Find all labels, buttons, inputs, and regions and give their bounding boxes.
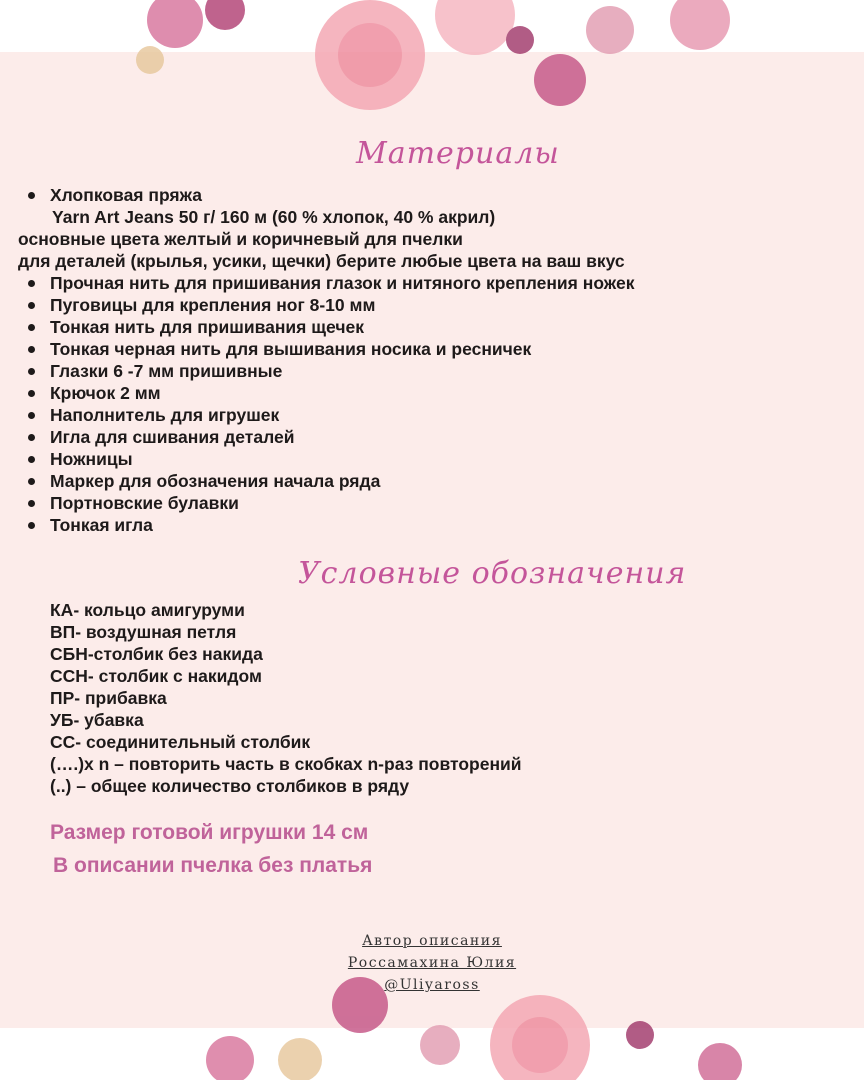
- legend-list: [0, 599, 522, 797]
- toy-size-note: Размер готовой игрушки 14 см: [50, 821, 369, 844]
- list-item: Тонкая нить для пришивания щечек: [0, 316, 634, 338]
- legend-item: (..) – общее количество столбиков в ряду: [50, 776, 410, 796]
- list-item: Прочная нить для пришивания глазок и нитяного крепления ножек: [0, 272, 634, 294]
- legend-item: ВП- воздушная петля: [50, 622, 237, 642]
- legend-item: КА- кольцо амигуруми: [50, 600, 245, 620]
- legend-item: СБН-столбик без накида: [50, 644, 263, 664]
- list-item: Тонкая игла: [0, 514, 634, 536]
- list-item: Хлопковая пряжа: [0, 184, 634, 206]
- list-item: Yarn Art Jeans 50 г/ 160 м (60 % хлопок, 40 % акрил): [52, 207, 496, 227]
- legend-item: СС- соединительный столбик: [50, 732, 311, 752]
- legend-item: (….)х n – повторить часть в скобках n-раз повторений: [50, 754, 522, 774]
- author-name: Россамахина Юлия: [347, 955, 517, 971]
- description-note: В описании пчелка без платья: [53, 854, 373, 877]
- list-item: Ножницы: [0, 448, 634, 470]
- legend-title: Условные обозначения: [298, 556, 687, 591]
- legend-item: ССН- столбик с накидом: [50, 666, 262, 686]
- list-item: Глазки 6 -7 мм пришивные: [0, 360, 634, 382]
- list-item: для деталей (крылья, усики, щечки) берите любые цвета на ваш вкус: [18, 251, 625, 271]
- legend-item: ПР- прибавка: [50, 688, 167, 708]
- author-handle-link[interactable]: @Uliyaross: [384, 977, 480, 993]
- list-item: Тонкая черная нить для вышивания носика и ресничек: [0, 338, 634, 360]
- list-item: Маркер для обозначения начала ряда: [0, 470, 634, 492]
- legend-item: УБ- убавка: [50, 710, 144, 730]
- top-floral-decoration: [0, 0, 864, 130]
- list-item: Крючок 2 мм: [0, 382, 634, 404]
- list-item: Игла для сшивания деталей: [0, 426, 634, 448]
- list-item: Наполнитель для игрушек: [0, 404, 634, 426]
- list-item: Пуговицы для крепления ног 8-10 мм: [0, 294, 634, 316]
- list-item: основные цвета желтый и коричневый для пчелки: [18, 229, 463, 249]
- materials-title: Материалы: [356, 136, 560, 171]
- materials-list: [0, 184, 634, 536]
- author-label: Автор описания: [362, 933, 502, 949]
- list-item: Портновские булавки: [0, 492, 634, 514]
- author-block: [0, 930, 864, 996]
